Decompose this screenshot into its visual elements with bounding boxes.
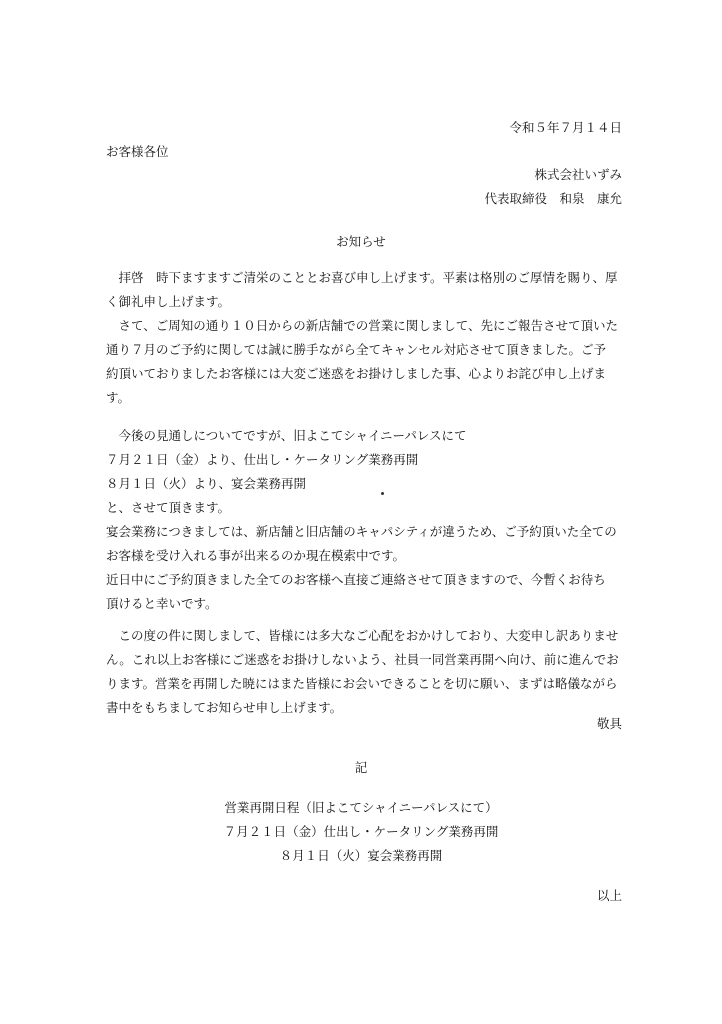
paragraph-apology xyxy=(106,624,626,720)
schedule-block xyxy=(0,796,722,868)
letter-subject: お知らせ xyxy=(336,234,386,249)
text-line: 今後の見通しについてですが、旧よこてシャイニーパレスにて xyxy=(106,428,467,443)
end-mark: 以上 xyxy=(596,888,622,903)
text-line: お客様を受け入れる事が出来るのか現在模索中です。 xyxy=(106,548,406,563)
text-line: 頂けると幸いです。 xyxy=(106,596,218,611)
text-line: 近日中にご予約頂きました全てのお客様へ直接ご連絡させて頂きますので、今暫くお待ち xyxy=(106,572,606,587)
text-line: 拝啓 時下ますますご清栄のこととお喜び申し上げます。平素は格別のご厚情を賜り、厚 xyxy=(106,270,618,285)
text-line: ８月１日（火）より、宴会業務再開 xyxy=(106,476,307,491)
letter-date: 令和５年７月１４日 xyxy=(509,120,622,135)
text-line: 書中をもちましてお知らせ申し上げます。 xyxy=(106,700,343,715)
representative-name: 代表取締役 和泉 康允 xyxy=(484,191,622,206)
text-line: ります。営業を再開した暁にはまた皆様にお会いできることを切に願い、まずは略儀ながら xyxy=(106,676,618,691)
paragraph-greeting xyxy=(106,266,626,410)
scan-speck xyxy=(381,492,384,495)
schedule-item: ８月１日（火）宴会業務再開 xyxy=(279,848,443,863)
text-line: 通り７月のご予約に関しては誠に勝手ながら全てキャンセル対応させて頂きました。ご予 xyxy=(106,342,607,357)
company-name: 株式会社いずみ xyxy=(534,167,622,182)
text-line: ん。これ以上お客様にご迷惑をお掛けしないよう、社員一同営業再開へ向け、前に進んでお xyxy=(106,652,619,667)
text-line: この度の件に関しまして、皆様には多大なご心配をおかけしており、大変申し訳ありませ xyxy=(106,628,619,643)
text-line: す。 xyxy=(106,390,131,405)
ki-heading: 記 xyxy=(354,760,368,775)
schedule-item: ７月２１日（金）仕出し・ケータリング業務再開 xyxy=(223,824,499,839)
addressee: お客様各位 xyxy=(106,144,169,159)
text-line: 約頂いておりましたお客様には大変ご迷惑をお掛けしました事、心よりお詫び申し上げま xyxy=(106,366,607,381)
text-line: く御礼申し上げます。 xyxy=(106,294,231,309)
schedule-title: 営業再開日程（旧よこてシャイニーパレスにて） xyxy=(224,800,498,815)
text-line: 宴会業務につきましては、新店舗と旧店舗のキャパシティが違うため、ご予約頂いた全ての xyxy=(106,524,617,539)
paragraph-outlook xyxy=(106,424,626,616)
text-line: ７月２１日（金）より、仕出し・ケータリング業務再開 xyxy=(106,452,419,467)
text-line: と、させて頂きます。 xyxy=(106,500,231,515)
closing-keigu: 敬具 xyxy=(596,716,622,731)
text-line: さて、ご周知の通り１０日からの新店舗での営業に関しまして、先にご報告させて頂いた xyxy=(106,318,619,333)
